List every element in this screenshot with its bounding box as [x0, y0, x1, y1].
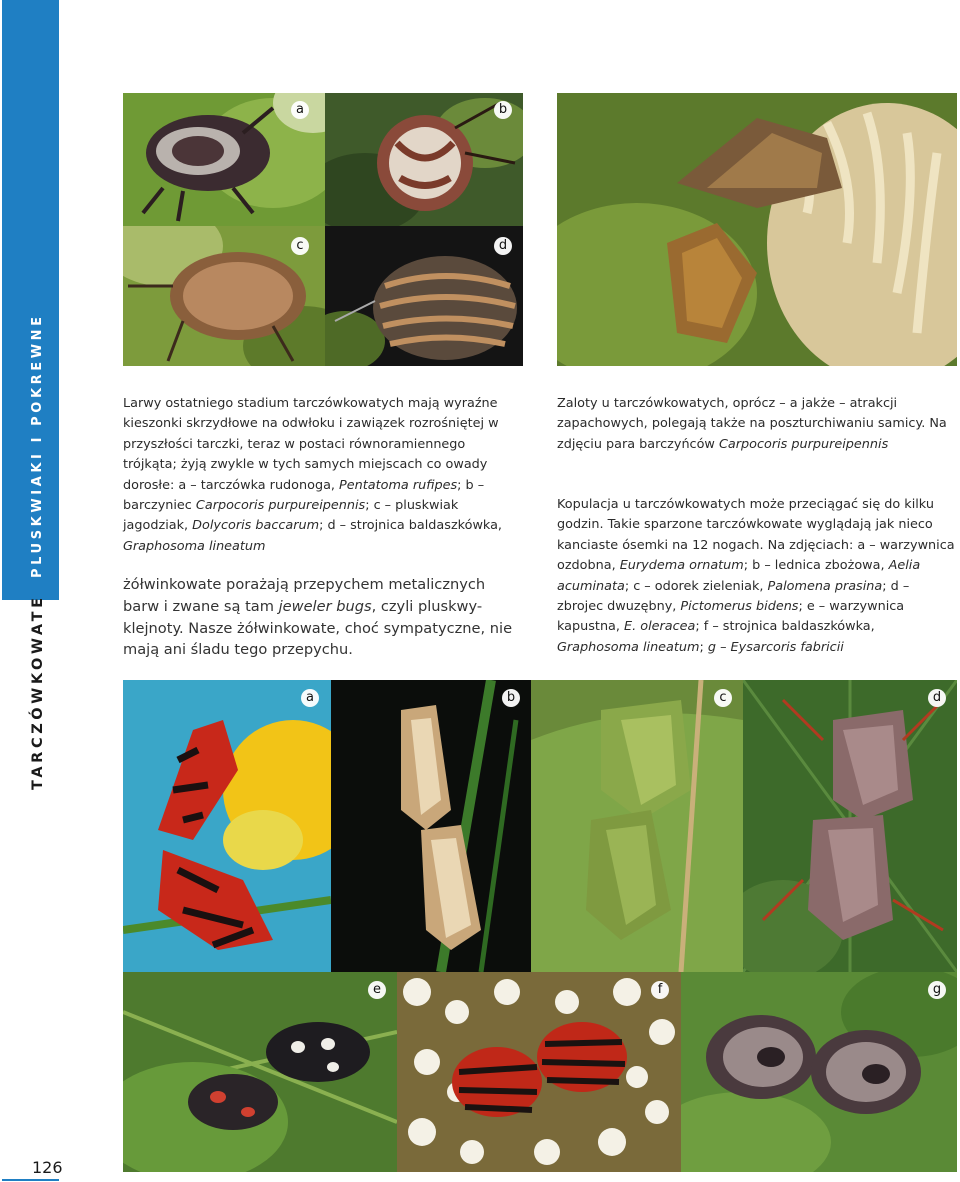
photo-mating-b [331, 680, 531, 972]
photo-larva-b [325, 93, 523, 226]
photo-label: f [651, 981, 669, 999]
photo-label: d [928, 689, 946, 707]
page-number: 126 [32, 1158, 63, 1177]
photo-mating-a [123, 680, 331, 972]
photo-label: c [291, 237, 309, 255]
photo-mating-d [743, 680, 957, 972]
photo-larva-a [123, 93, 325, 226]
courtship-caption: Zaloty u tarczówkowatych, oprócz – a jakże – atrakcji zapachowych, polegają także na poszturchiwaniu samicy. Na zdjęciu para barczyńców Carpocoris purpureipennis [557, 396, 947, 452]
body-paragraph: żółwinkowate porażają przepychem metalicznych barw i zwane są tam jeweler bugs, czyli pluskwy-klejnoty. Nasze żółwinkowate, choć sympatyczne, nie mają ani śladu tego przepychu. [123, 576, 513, 659]
photo-mating-e [123, 972, 397, 1172]
photo-label: b [494, 101, 512, 119]
chapter-title: TARCZÓWKOWATE [30, 594, 46, 790]
photo-label: a [291, 101, 309, 119]
photo-label: g [928, 981, 946, 999]
photo-courtship-pair [557, 93, 957, 366]
copulation-caption: Kopulacja u tarczówkowatych może przeciągać się do kilku godzin. Takie sparzone tarczówkowate wyglądają jak nieco kanciaste ósemki na 12 nogach. Na zdjęciach: a – warzywnica ozdobna, Eurydema ornatum; b – lednica zbożowa, Aelia acuminata; c – odorek zieleniak, Palomena prasina; d – zbrojec dwuzębny, Pictomerus bidens; e – warzywnica kapustna, E. oleracea; f – strojnica baldaszkówka, Graphosoma lineatum; g – Eysarcoris fabricii [557, 497, 955, 655]
photo-label: a [301, 689, 319, 707]
photo-larva-d [325, 226, 523, 366]
larvae-caption: Larwy ostatniego stadium tarczówkowatych mają wyraźne kieszonki skrzydłowe na odwłoku i zawiązek rozrośniętej w przyszłości tarczki, teraz w postaci równoramiennego trójkąta; żyją zwykle w tych samych miejscach co owady dorosłe: a – tarczówka rudonoga, Pentatoma rufipes; b – barczyniec Carpocoris purpureipennis; c – pluskwiak jagodziak, Dolycoris baccarum; d – strojnica baldaszkówka, Graphosoma lineatum [123, 396, 503, 554]
photo-larva-c [123, 226, 325, 366]
photo-mating-g [681, 972, 957, 1172]
photo-mating-c [531, 680, 743, 972]
series-title: PLUSKWIAKI I POKREWNE [30, 313, 45, 578]
photo-label: b [502, 689, 520, 707]
photo-label: c [714, 689, 732, 707]
photo-label: e [368, 981, 386, 999]
photo-label: d [494, 237, 512, 255]
page-number-rule [2, 1179, 59, 1181]
photo-mating-f [397, 972, 681, 1172]
